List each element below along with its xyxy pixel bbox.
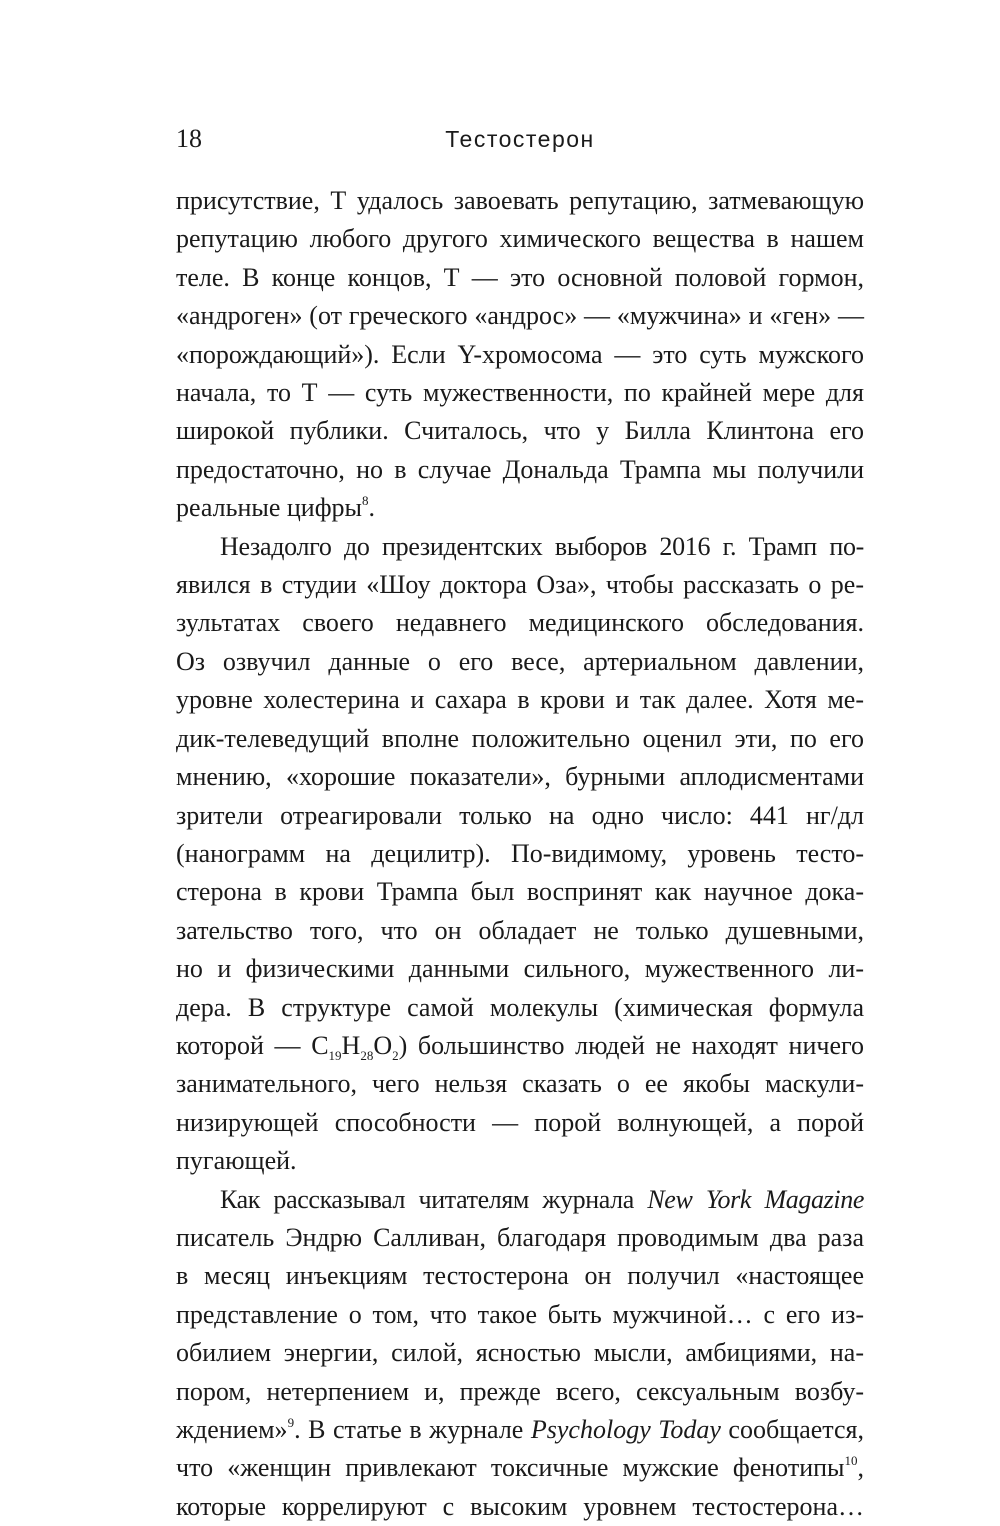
text-line: но и физическими данными сильного, мужественного ли- (176, 954, 864, 984)
text-fragment: реальные цифры (176, 493, 363, 523)
text-line: присутствие, Т удалось завоевать репутацию, затмевающую (176, 186, 864, 215)
formula-element: C (311, 1030, 329, 1060)
text-line: занимательного, чего нельзя сказать о ее якобы маскули- (176, 1069, 864, 1099)
text-fragment: . В статье в журнале (294, 1415, 531, 1444)
text-fragment: сообщается, (720, 1415, 864, 1444)
text-line: репутацию любого другого химического вещества в нашем (176, 224, 864, 254)
text-fragment: Как рассказывал читателям журнала (220, 1184, 648, 1214)
text-line: представление о том, что такое быть мужчиной… с его из- (176, 1299, 864, 1329)
paragraph-3 (176, 1181, 864, 1526)
text-line: начала, то Т — суть мужественности, по крайней мере для (176, 378, 864, 408)
paragraph-2 (176, 528, 864, 1181)
page-number: 18 (176, 124, 202, 153)
text-line: пугающей. (176, 1146, 297, 1176)
text-line: низирующей способности — порой волнующей, а порой (176, 1107, 864, 1137)
chemical-formula (311, 1030, 399, 1063)
running-head-title: Тестостерон (445, 126, 595, 152)
paragraph-1 (176, 182, 864, 528)
text-line: (нанограмм на децилитр). По-видимому, уровень тесто- (176, 838, 864, 868)
text-line: уровне холестерина и сахара в крови и так далее. Хотя ме- (176, 685, 864, 715)
text-line (176, 1411, 864, 1449)
text-line: которые коррелируют с высоким уровнем тестостерона… (176, 1491, 864, 1521)
text-line (176, 1181, 864, 1219)
text-line: зультатах своего недавнего медицинского обследования. (176, 608, 864, 638)
formula-element: H (341, 1030, 361, 1060)
text-line (176, 489, 864, 527)
text-line: предостаточно, но в случае Дональда Трампа мы получили (176, 454, 864, 484)
text-line: дик-телеведущий вполне положительно оценил эти, по его (176, 723, 864, 753)
text-fragment: ждением» (176, 1415, 288, 1444)
text-line: в месяц инъекциям тестостерона он получил «настоящее (176, 1261, 864, 1291)
text-line: Оз озвучил данные о его весе, артериальном давлении, (176, 646, 864, 676)
formula-index: 19 (328, 1047, 342, 1063)
text-fragment: что «женщин привлекают токсичные мужские фенотипы (176, 1453, 845, 1483)
formula-index: 2 (392, 1047, 399, 1063)
text-line: явился в студии «Шоу доктора Оза», чтобы рассказать о ре- (176, 570, 864, 600)
text-line (176, 1449, 864, 1487)
text-line: широкой публики. Считалось, что у Билла Клинтона его (176, 416, 864, 446)
formula-element: O (373, 1030, 393, 1060)
text-line: зрители отреагировали только на одно число: 441 нг/дл (176, 800, 864, 830)
text-line: пором, нетерпением и, прежде всего, сексуальным возбу- (176, 1376, 864, 1406)
text-line: «порождающий»). Если Y-хромосома — это суть мужского (176, 339, 864, 369)
italic-title: Psychology Today (530, 1415, 721, 1444)
text-line: «андроген» (от греческого «андрос» — «мужчина» и «ген» — (176, 301, 864, 331)
text-line: мнению, «хорошие показатели», бурными аплодисментами (176, 762, 864, 792)
text-line: Незадолго до президентских выборов 2016 г. Трамп по- (220, 531, 864, 561)
text-line: стерона в крови Трампа был воспринят как научное дока- (176, 877, 864, 907)
footnote-marker: 8 (362, 493, 369, 509)
body-text (176, 182, 864, 1526)
formula-index: 28 (360, 1047, 374, 1063)
footnote-marker: 9 (287, 1415, 295, 1430)
text-line: обилием энергии, силой, ясностью мысли, амбициями, на- (176, 1338, 864, 1368)
text-line: дера. В структуре самой молекулы (химическая формула (176, 992, 864, 1022)
text-fragment: . (368, 493, 376, 523)
text-fragment: которой — (176, 1030, 312, 1060)
text-line: зательство того, что он обладает не только душевными, (176, 915, 864, 945)
italic-title: New York Magazine (647, 1184, 864, 1214)
text-fragment: ) большинство людей не находят ничего (398, 1030, 865, 1060)
text-line: теле. В конце концов, Т — это основной половой гормон, (176, 262, 864, 292)
text-fragment: , (857, 1453, 864, 1483)
text-line: писатель Эндрю Салливан, благодаря проводимым два раза (176, 1222, 864, 1252)
footnote-marker: 10 (844, 1453, 858, 1469)
text-line-formula (176, 1027, 864, 1065)
